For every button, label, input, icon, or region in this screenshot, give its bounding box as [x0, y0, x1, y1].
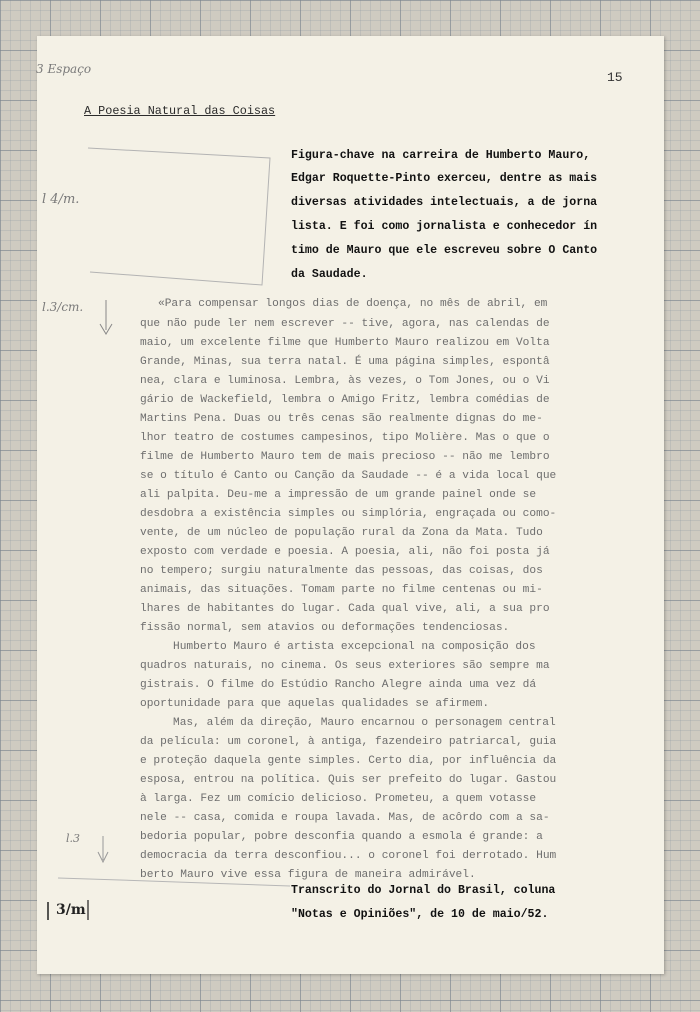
source-line: Transcrito do Jornal do Brasil, coluna [291, 884, 556, 897]
quote-line: esposa, entrou na política. Quis ser prefeito do lugar. Gastou [140, 774, 557, 786]
quote-line: democracia da terra desconfiou... o coronel foi derrotado. Hum [140, 850, 557, 862]
quote-line: vente, de um núcleo de população rural da Zona da Mata. Tudo [140, 527, 543, 539]
quote-line: animais, das situações. Tomam parte no filme centenas ou mi- [140, 584, 543, 596]
quote-line: no tempero; surgiu naturalmente das pessoas, das coisas, dos [140, 565, 543, 577]
quote-line: lhares de habitantes do lugar. Cada qual vive, ali, a sua pro [140, 603, 550, 615]
intro-line: timo de Mauro que ele escreveu sobre O Canto [291, 244, 598, 257]
quote-line: nele -- casa, comida e roupa lavada. Mas, de acôrdo com a sa- [140, 812, 550, 824]
intro-line: Edgar Roquette-Pinto exerceu, dentre as mais [291, 172, 598, 185]
handwritten-quote-note: l.3/cm. [42, 300, 84, 314]
quote-line: filme de Humberto Mauro tem de mais precioso -- não me lembro [140, 451, 550, 463]
quote-line: exposto com verdade e poesia. A poesia, ali, não foi posta já [140, 546, 550, 558]
quote-line: gário de Wackefield, lembra o Amigo Fritz, lembra comédias de [140, 394, 550, 406]
quote-line: à larga. Fez um comício delicioso. Prometeu, a quem votasse [140, 793, 537, 805]
page-number: 15 [607, 70, 623, 85]
intro-line: lista. E foi como jornalista e conhecedor ín [291, 220, 598, 233]
handwritten-spacing-note: 3 Espaço [36, 62, 92, 76]
quote-line: gistrais. O filme do Estúdio Rancho Alegre ainda uma vez dá [140, 679, 537, 691]
quote-line: da película: um coronel, à antiga, fazendeiro patriarcal, guia [140, 736, 557, 748]
quote-line: Grande, Minas, sua terra natal. É uma página simples, espontâ [140, 356, 550, 368]
quote-line: «Para compensar longos dias de doença, no mês de abril, em [158, 298, 548, 310]
intro-line: diversas atividades intelectuais, a de jorna [291, 196, 598, 209]
handwritten-bottom-note: l.3 [66, 832, 81, 845]
quote-line: berto Mauro vive essa figura de maneira admirável. [140, 869, 476, 881]
quote-line: Humberto Mauro é artista excepcional na composição dos [173, 641, 536, 653]
quote-line: e proteção daquela gente simples. Certo dia, por influência da [140, 755, 557, 767]
quote-line: desdobra a existência simples ou simplória, engraçada ou como- [140, 508, 557, 520]
quote-line: ali palpita. Deu-me a impressão de um grande painel onde se [140, 489, 537, 501]
intro-line: Figura-chave na carreira de Humberto Mauro, [291, 149, 591, 162]
quote-line: Martins Pena. Duas ou três cenas são realmente dignas do me- [140, 413, 543, 425]
quote-line: lhor teatro de costumes campesinos, tipo Molière. Mas o que o [140, 432, 550, 444]
quote-line: Mas, além da direção, Mauro encarnou o personagem central [173, 717, 556, 729]
quote-line: maio, um excelente filme que Humberto Mauro realizou em Volta [140, 337, 550, 349]
handwritten-footer-note: 3/m [56, 902, 86, 918]
quote-line: bedoria popular, pobre desconfia quando a esmola é grande: a [140, 831, 543, 843]
handwritten-intro-note: l 4/m. [42, 192, 80, 207]
page-title: A Poesia Natural das Coisas [84, 104, 276, 118]
quote-line: se o título é Canto ou Canção da Saudade -- é a vida local que [140, 470, 557, 482]
quote-line: oportunidade para que aquelas qualidades se afirmem. [140, 698, 490, 710]
quote-line: nea, clara e luminosa. Lembra, às vezes, o Tom Jones, ou o Vi [140, 375, 550, 387]
quote-line: quadros naturais, no cinema. Os seus exteriores são sempre ma [140, 660, 550, 672]
quote-line: que não pude ler nem escrever -- tive, agora, nas calendas de [140, 318, 550, 330]
quote-line: fissão normal, sem atavios ou deformações tendenciosas. [140, 622, 510, 634]
intro-line: da Saudade. [291, 268, 368, 281]
source-line: "Notas e Opiniões", de 10 de maio/52. [291, 908, 549, 921]
